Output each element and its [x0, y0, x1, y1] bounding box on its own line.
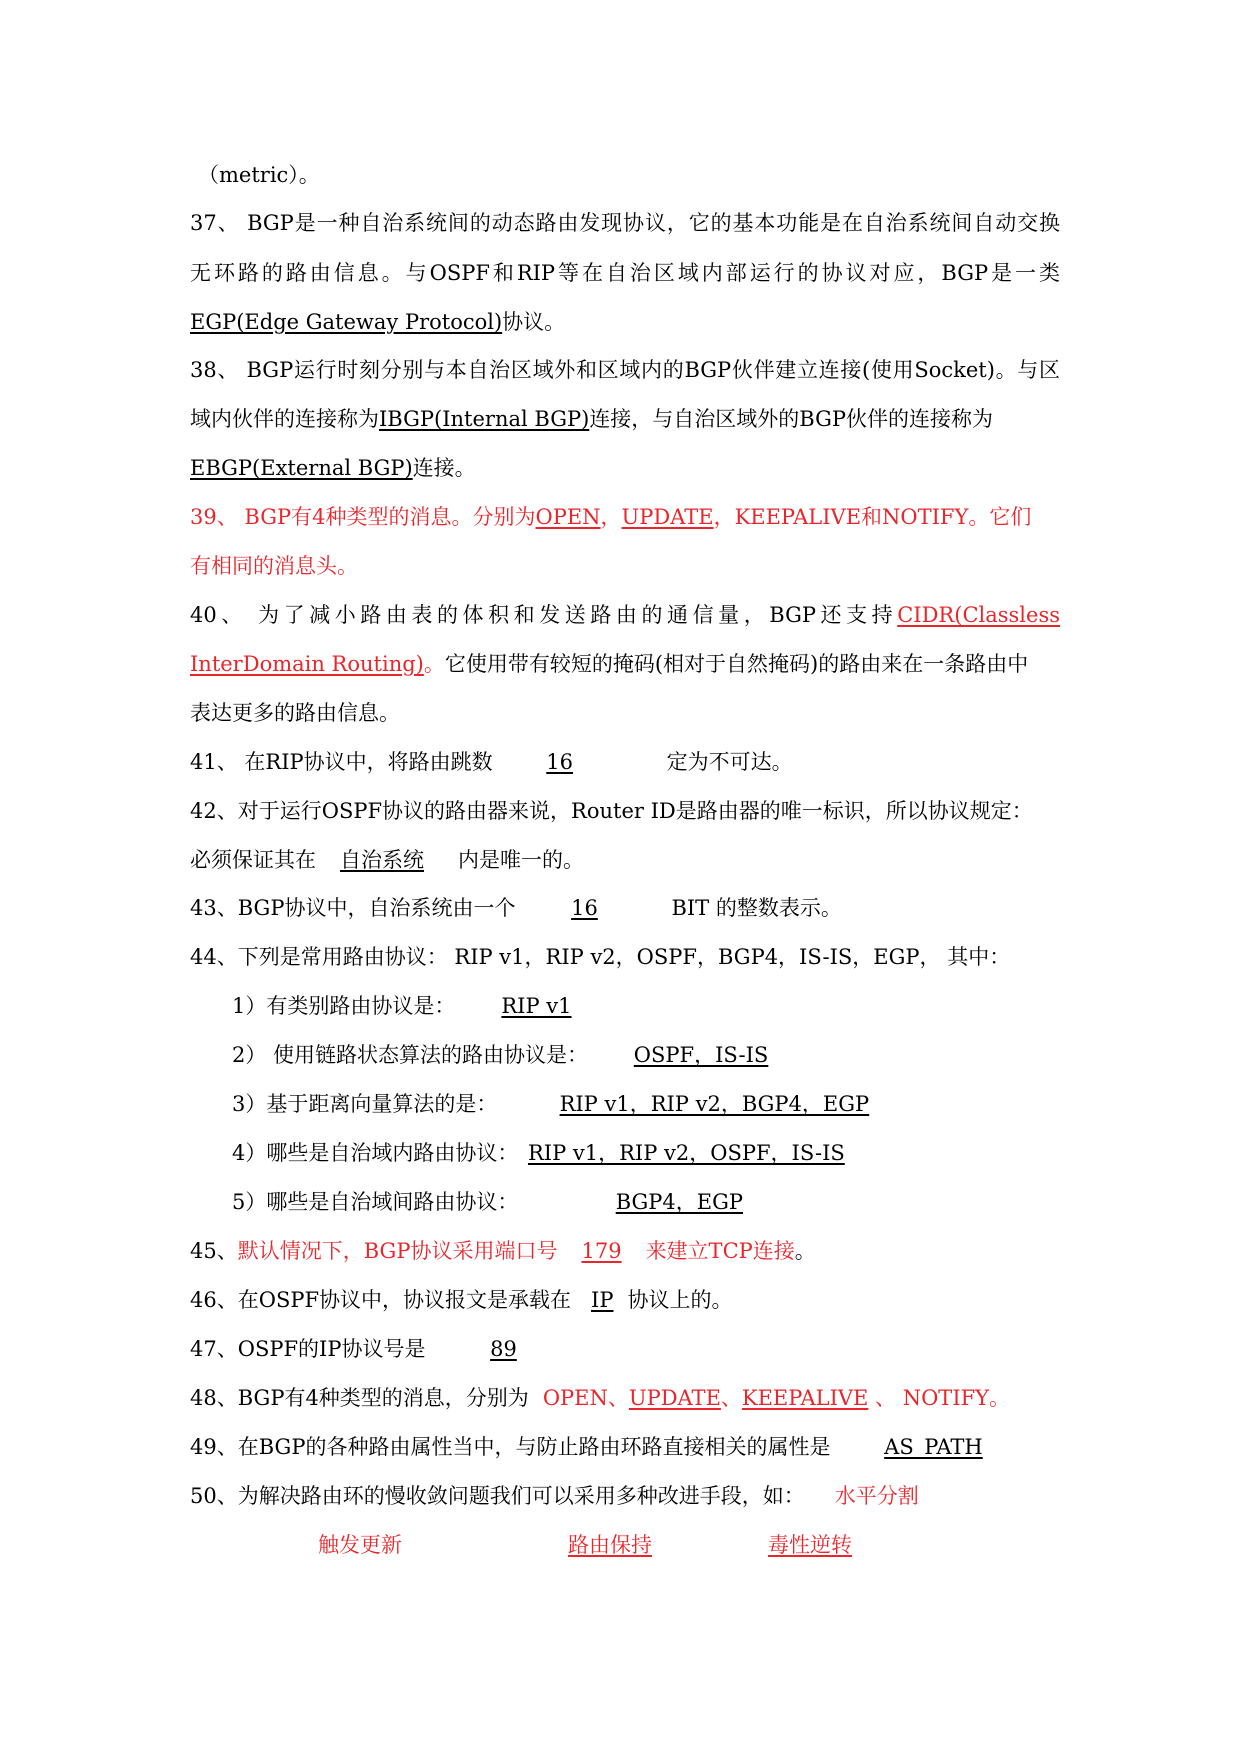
q44-sub3-answer: RIP v1，RIP v2，BGP4，EGP	[559, 1092, 870, 1116]
q50-text: 50、为解决路由环的慢收敛问题我们可以采用多种改进手段，如：	[190, 1484, 805, 1508]
q45-period: 。	[794, 1239, 816, 1263]
q43-text-b: BIT 的整数表示。	[671, 896, 842, 920]
q41-line	[190, 747, 1060, 777]
q37-line2: 无环路的路由信息。与OSPF和RIP等在自治区域内部运行的协议对应，BGP是一类	[190, 261, 1060, 285]
q37-answer: EGP(Edge Gateway Protocol)	[190, 310, 503, 334]
q37-line1: 37、 BGP是一种自治系统间的动态路由发现协议，它的基本功能是在自治系统间自动交换	[190, 211, 1060, 235]
q38-line1: 38、 BGP运行时刻分别与本自治区域外和区域内的BGP伙伴建立连接(使用Socket)。与区	[190, 358, 1060, 382]
q39-update: UPDATE	[621, 505, 714, 529]
q38-answer1: IBGP(Internal BGP)	[379, 407, 590, 431]
q44-sub5-answer: BGP4，EGP	[615, 1190, 744, 1214]
q49-answer: AS_PATH	[884, 1435, 983, 1459]
q46-text-b: 协议上的。	[627, 1288, 733, 1312]
q43-line	[190, 893, 1060, 923]
q44-sub5	[232, 1187, 1102, 1217]
q40-answer-part1: CIDR(Classless	[897, 603, 1060, 627]
q45-num: 45、	[190, 1239, 238, 1263]
q40-line1	[190, 600, 1060, 630]
q48-update: UPDATE	[628, 1386, 721, 1410]
q47-line	[190, 1334, 1060, 1364]
q50-answer1: 水平分割	[834, 1484, 919, 1508]
q42-text-b: 内是唯一的。	[458, 848, 584, 872]
q44-sub2-text: 2） 使用链路状态算法的路由协议是：	[232, 1043, 589, 1067]
q38-answer2: EBGP(External BGP)	[190, 456, 413, 480]
q44-sub1-answer: RIP v1	[501, 994, 572, 1018]
q38-line2	[190, 404, 1060, 434]
q44-sub4-answer: RIP v1，RIP v2，OSPF，IS-IS	[527, 1141, 845, 1165]
q49-text: 49、在BGP的各种路由属性当中，与防止路由环路直接相关的属性是	[190, 1435, 831, 1459]
q50-answer3: 路由保持	[568, 1533, 652, 1557]
q44-sub3-text: 3）基于距离向量算法的是：	[232, 1092, 498, 1116]
q50-answer4: 毒性逆转	[768, 1533, 852, 1557]
q38-line3-end: 连接。	[412, 456, 476, 480]
q44-sub1-text: 1）有类别路由协议是：	[232, 994, 456, 1018]
q38-text-b: 连接，与自治区域外的BGP伙伴的连接称为	[589, 407, 994, 431]
q45-answer: 179	[581, 1239, 622, 1263]
q44-sub2-answer: OSPF，IS-IS	[633, 1043, 769, 1067]
q39-text-b: ，KEEPALIVE和NOTIFY。它们	[713, 505, 1032, 529]
q49-line	[190, 1432, 1060, 1462]
q45-line	[190, 1236, 1060, 1266]
q48-sep3: 、	[868, 1386, 903, 1410]
q40-text-a: 40、 为了减小路由表的体积和发送路由的通信量，BGP还支持	[190, 603, 898, 627]
q45-text-b: 来建立TCP连接	[645, 1239, 795, 1263]
q47-answer: 89	[490, 1337, 517, 1361]
q45-text-a: 默认情况下，BGP协议采用端口号	[237, 1239, 558, 1263]
q44-sub2	[232, 1040, 1102, 1070]
q48-line	[190, 1383, 1060, 1413]
q39-sep1: ，	[600, 505, 622, 529]
q38-line3	[190, 453, 1060, 483]
q41-text-b: 定为不可达。	[666, 750, 793, 774]
q40-line3: 表达更多的路由信息。	[190, 701, 400, 725]
q48-keepalive: KEEPALIVE	[741, 1386, 869, 1410]
q39-line2: 有相同的消息头。	[190, 554, 358, 578]
q48-text: 48、BGP有4种类型的消息，分别为	[190, 1386, 529, 1410]
q48-sep2: 、	[720, 1386, 742, 1410]
q43-text-a: 43、BGP协议中，自治系统由一个	[190, 896, 516, 920]
q40-line2	[190, 649, 1060, 679]
q39-line1	[190, 502, 1060, 532]
q40-text-b: 它使用带有较短的掩码(相对于自然掩码)的路由来在一条路由中	[444, 652, 1029, 676]
q42-line1: 42、对于运行OSPF协议的路由器来说，Router ID是路由器的唯一标识，所以协议规定：	[190, 799, 1033, 823]
q50-line1	[190, 1481, 1060, 1511]
q37-line3	[190, 307, 1060, 337]
q41-answer: 16	[546, 750, 573, 774]
q46-text-a: 46、在OSPF协议中，协议报文是承载在	[190, 1288, 572, 1312]
q42-text-a: 必须保证其在	[190, 848, 316, 872]
q40-period: 。	[423, 652, 445, 676]
q44-sub1	[232, 991, 1102, 1021]
q42-line2	[190, 845, 1060, 875]
q39-text-a: 39、 BGP有4种类型的消息。分别为	[190, 505, 536, 529]
q46-line	[190, 1285, 1060, 1315]
q50-line2	[318, 1530, 1188, 1560]
q50-answer2: 触发更新	[318, 1533, 402, 1557]
q48-open: OPEN	[542, 1386, 608, 1410]
q39-open: OPEN	[535, 505, 601, 529]
q37-line3-end: 协议。	[502, 310, 566, 334]
q47-text: 47、OSPF的IP协议号是	[190, 1337, 426, 1361]
metric-line: （metric）。	[198, 163, 320, 187]
q44-sub3	[232, 1089, 1102, 1119]
q41-text-a: 41、 在RIP协议中，将路由跳数	[190, 750, 493, 774]
q38-text-a: 域内伙伴的连接称为	[190, 407, 379, 431]
q44-sub4	[232, 1138, 1102, 1168]
q40-answer-part2: InterDomain Routing)	[190, 652, 424, 676]
q44-sub5-text: 5）哪些是自治域间路由协议：	[232, 1190, 519, 1214]
q44-sub4-text: 4）哪些是自治域内路由协议：	[232, 1141, 519, 1165]
q43-answer: 16	[571, 896, 598, 920]
q48-sep1: 、	[607, 1386, 629, 1410]
q48-notify: NOTIFY。	[902, 1386, 1011, 1410]
q42-answer: 自治系统	[340, 848, 424, 872]
q46-answer: IP	[591, 1288, 614, 1312]
q44-line: 44、下列是常用路由协议： RIP v1，RIP v2，OSPF，BGP4，IS-IS，EGP， 其中：	[190, 945, 1011, 969]
